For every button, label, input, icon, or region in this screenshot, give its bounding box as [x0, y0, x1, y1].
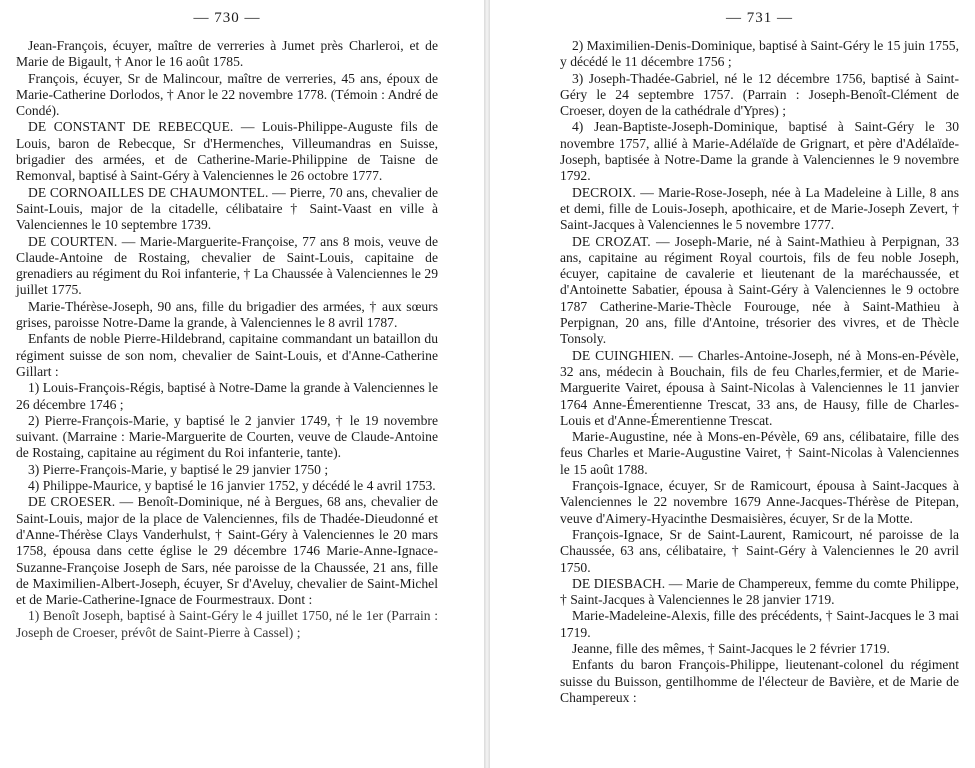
paragraph: Marie-Augustine, née à Mons-en-Pévèle, 69 ans, célibataire, fille des feus Charles et Marie-Augustine Vairet, † Saint-Nicolas à Valenciennes le 15 août 1788. [560, 429, 959, 477]
list-item: 3) Joseph-Thadée-Gabriel, né le 12 décembre 1756, baptisé à Saint-Géry le 24 septembre 1757. (Parrain : Joseph-Benoît-Clément de Croeser, doyen de la cathédrale d'Ypres) ; [560, 70, 959, 119]
page-number: — 731 — [726, 10, 793, 26]
entry-de-cuinghien: DE CUINGHIEN. — Charles-Antoine-Joseph, né à Mons-en-Pévèle, 32 ans, médecin à Bouchain, fils de feu Charles,fermier, et de Marie-Marguerite Vairet, épousa à Saint-Nicolas à Valenciennes le 11 janvier 1764 Anne-Émerentienne Trescat, 33 ans, de Hausy, fille de Charles-Louis et d'Anne-Émerentienne Trescat. [560, 347, 959, 428]
paragraph: Jean-François, écuyer, maître de verreries à Jumet près Charleroi, et de Marie de Bigault, † Anor le 16 août 1785. [16, 38, 438, 70]
paragraph: Enfants de noble Pierre-Hildebrand, capitaine commandant un bataillon du régiment suisse de son nom, chevalier de Saint-Louis, et d'Anne-Catherine Gillart : [16, 331, 438, 379]
entry-de-diesbach: DE DIESBACH. — Marie de Champereux, femme du comte Philippe, † Saint-Jacques à Valenciennes le 28 janvier 1719. [560, 575, 959, 608]
list-item: 2) Maximilien-Denis-Dominique, baptisé à Saint-Géry le 15 juin 1755, y décédé le 11 décembre 1756 ; [560, 38, 959, 70]
paragraph: Enfants du baron François-Philippe, lieutenant-colonel du régiment suisse du Buisson, gentilhomme de l'électeur de Bavière, et de Marie de Champereux : [560, 657, 959, 705]
page-number: — 730 — [193, 10, 261, 26]
entry-decroix: DECROIX. — Marie-Rose-Joseph, née à La Madeleine à Lille, 8 ans et demi, fille de Louis-Joseph, apothicaire, et de Marie-Joseph Zevert, † Saint-Jacques à Valenciennes le 5 novembre 1777. [560, 184, 959, 233]
paragraph: Jeanne, fille des mêmes, † Saint-Jacques le 2 février 1719. [572, 640, 890, 656]
paragraph: François, écuyer, Sr de Malincour, maître de verreries, 45 ans, époux de Marie-Catherine Dorlodos, † Anor le 22 novembre 1778. (Témoin : André de Condé). [16, 70, 438, 119]
entry-de-courten: DE COURTEN. — Marie-Marguerite-Françoise, 77 ans 8 mois, veuve de Claude-Antoine de Rostaing, chevalier de Saint-Louis, capitaine de grenadiers au régiment du Roi infanterie, † La Chaussée à Valenciennes le 29 juillet 1775. [16, 233, 438, 298]
list-item: 1) Benoît Joseph, baptisé à Saint-Géry le 4 juillet 1750, né le 1er (Parrain : Joseph de Croeser, prévôt de Saint-Pierre à Cassel) ; [16, 608, 438, 640]
entry-de-crozat: DE CROZAT. — Joseph-Marie, né à Saint-Mathieu à Perpignan, 33 ans, capitaine au régiment Royal courtois, fils de feu noble Joseph, écuyer, capitaine de cavalerie et lieutenant de la maréchaussée, et d'Antoinette Sabatier, épousa à Saint-Géry à Valenciennes le 9 octobre 1787 Catherine-Marie-Thècle Fourouge, née à Saint-Mathieu à Perpignan, 20 ans, fille d'Antoine, trésorier des vivres, et de Thècle Tonsoly. [560, 233, 959, 347]
entry-de-constant-de-rebecque: DE CONSTANT DE REBECQUE. — Louis-Philippe-Auguste fils de Louis, baron de Rebecque, Sr d'Hermenches, Villeumandras en Suisse, brigadier des armées, et de Catherine-Marie-Philippine de Taisne de Remonval, baptisé à Saint-Géry à Valenciennes le 26 octobre 1777. [16, 119, 438, 184]
entry-de-cornoailles-de-chaumontel: DE CORNOAILLES DE CHAUMONTEL. — Pierre, 70 ans, chevalier de Saint-Louis, major de la citadelle, célibataire † Saint-Vaast en ville à Valenciennes le 10 septembre 1739. [16, 184, 438, 233]
left-page [0, 0, 484, 768]
list-item: 1) Louis-François-Régis, baptisé à Notre-Dame la grande à Valenciennes le 26 décembre 1746 ; [16, 380, 438, 412]
paragraph: Marie-Thérèse-Joseph, 90 ans, fille du brigadier des armées, † aux sœurs grises, paroisse Notre-Dame la grande, à Valenciennes le 8 avril 1787. [16, 298, 438, 331]
list-item: 4) Philippe-Maurice, y baptisé le 16 janvier 1752, y décédé le 4 avril 1753. [28, 478, 436, 494]
list-item: 4) Jean-Baptiste-Joseph-Dominique, baptisé à Saint-Géry le 30 novembre 1757, allié à Marie-Adélaïde de Grignart, et père d'Adélaïde-Joseph, baptisée à Notre-Dame la grande à Valenciennes le 9 novembre 1792. [560, 119, 959, 184]
right-page [490, 0, 975, 768]
paragraph: Marie-Madeleine-Alexis, fille des précédents, † Saint-Jacques le 3 mai 1719. [560, 608, 959, 640]
paragraph: François-Ignace, Sr de Saint-Laurent, Ramicourt, né paroisse de la Chaussée, 63 ans, célibataire, † Saint-Géry à Valenciennes le 20 avril 1750. [560, 526, 959, 575]
list-item: 2) Pierre-François-Marie, y baptisé le 2 janvier 1749, † le 19 novembre suivant. (Marraine : Marie-Marguerite de Courten, veuve de Claude-Antoine de Rostaing, capitaine au régiment du Roi infanterie, tante). [16, 412, 438, 461]
paragraph: François-Ignace, écuyer, Sr de Ramicourt, épousa à Saint-Jacques à Valenciennes le 22 novembre 1679 Anne-Jacques-Thérèse de Pitepan, veuve d'Aimery-Hyacinthe Desmaisières, écuyer, Sr de la Motte. [560, 478, 959, 526]
list-item: 3) Pierre-François-Marie, y baptisé le 29 janvier 1750 ; [28, 461, 329, 477]
entry-de-croeser: DE CROESER. — Benoît-Dominique, né à Bergues, 68 ans, chevalier de Saint-Louis, major de la place de Valenciennes, fils de Thadée-Dieudonné et d'Anne-Thérèse Clays Vanderhulst, † Saint-Géry à Valenciennes le 20 mars 1758, épousa dans cette église le 29 décembre 1746 Marie-Anne-Ignace-Suzanne-Françoise Joseph de Sars, née paroisse de la Chaussée, 21 ans, fille de Maximilien-Albert-Joseph, écuyer, Sr d'Aveluy, chevalier de Saint-Michel et de Marie-Catherine-Ignace de Fourmestraux. Dont : [16, 494, 438, 608]
